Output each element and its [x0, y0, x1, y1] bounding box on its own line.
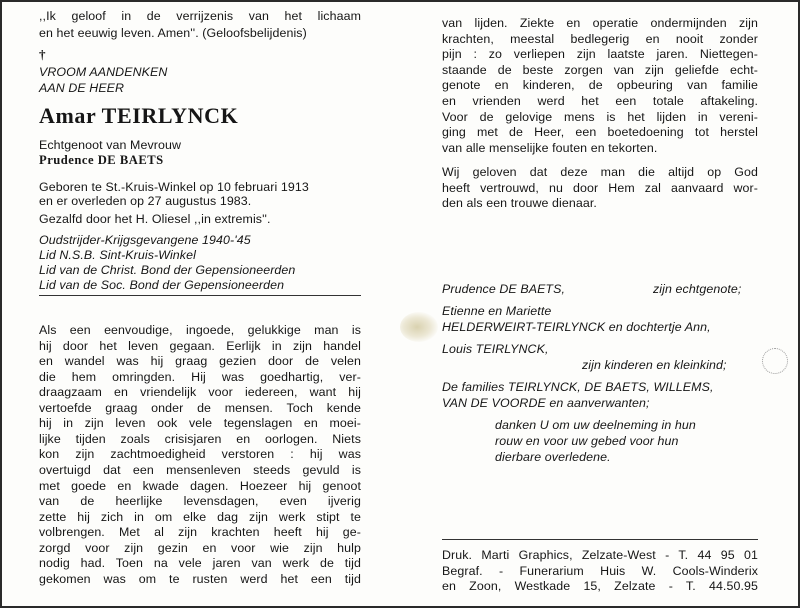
family-spouse-role: zijn echtgenote; [653, 282, 742, 296]
families-line-2: VAN DE VOORDE en aanverwanten; [442, 396, 650, 410]
text-line: en vrienden werd het een totale aftakeling. [442, 94, 758, 108]
text-line: zorgd voor zijn gezin en voor wie zijn hulp [39, 540, 361, 555]
text-line: die hem omringden. Hij was goedhartig, ver- [39, 369, 361, 384]
deceased-name: Amar TEIRLYNCK [39, 103, 239, 128]
text-line: heeft vertrouwd, nu door Hem zal aanvaard wor- [442, 180, 758, 195]
family-children-role: zijn kinderen en kleinkind; [582, 358, 727, 372]
text-line: ging met de Heer, een boetedoening tot herstel [442, 125, 758, 140]
text-line: van alle menselijke fouten en tekorten. [442, 140, 658, 155]
text-line: van lijden. Ziekte en operatie ondermijnden zijn [442, 16, 758, 30]
printer-line: Druk. Marti Graphics, Zelzate-West - T. 44 95 01 [442, 548, 758, 562]
family-child-1-line-2: HELDERWEIRT-TEIRLYNCK en dochtertje Ann, [442, 320, 711, 334]
text-line: Voor de gelovige mens is het lijden in vereni- [442, 109, 758, 124]
creed-quote-line-1: ,,Ik geloof in de verrijzenis van het lichaam [39, 9, 361, 23]
text-line: overtuigd dat een mensenleven steeds gevuld is [39, 462, 361, 477]
role-line: Lid van de Christ. Bond der Gepensioneerden [39, 263, 296, 277]
family-child-1-line-1: Etienne en Mariette [442, 304, 552, 318]
role-line: Oudstrijder-Krijgsgevangene 1940-'45 [39, 233, 251, 247]
text-line: en wandel was hij graag gezien door de velen [39, 354, 361, 369]
thanks-line: dierbare overledene. [495, 450, 611, 464]
spouse-name: Prudence DE BAETS [39, 153, 164, 167]
memory-line-1: VROOM AANDENKEN [39, 65, 168, 79]
text-line: hij door het leven gegaan. Eerlijk in zijn handel [39, 338, 361, 353]
thanks-line: danken U om uw deelneming in hun [495, 418, 696, 432]
anointed-line: Gezalfd door het H. Oliesel ,,in extremis''. [39, 212, 271, 226]
text-line: den als een trouwe dienaar. [442, 196, 597, 210]
creed-quote-line-2: en het eeuwig leven. Amen''. (Geloofsbelijdenis) [39, 26, 307, 40]
text-line: draagzaam en vriendelijk voor iedereen, want hij [39, 385, 361, 400]
right-divider [442, 539, 758, 540]
text-line: nodig had. Toen na vele jaren van werk de tijd [39, 556, 361, 571]
families-line-1: De families TEIRLYNCK, DE BAETS, WILLEMS, [442, 380, 714, 394]
funeral-line: en Zoon, Westkade 15, Zelzate - T. 44.50.95 [442, 579, 758, 593]
born-line-2: en er overleden op 27 augustus 1983. [39, 194, 252, 208]
role-line: Lid van de Soc. Bond der Gepensioneerden [39, 278, 285, 292]
text-line: gekomen was om te rusten werd het een tijd [39, 571, 361, 586]
born-line-1: Geboren te St.-Kruis-Winkel op 10 februari 1913 [39, 180, 309, 194]
text-line: pijn : zo verliepen zijn laatste jaren. Niettegen- [442, 47, 758, 62]
text-line: Wij geloven dat deze man die altijd op God [442, 165, 758, 179]
memory-line-2: AAN DE HEER [39, 81, 125, 95]
thanks-line: rouw en voor uw gebed voor hun [495, 434, 679, 448]
paper-stain [400, 312, 438, 342]
text-line: kon zijn zachtmoedigheid verstoren : hij was [39, 447, 361, 462]
text-line: genote en kinderen, de opbeuring van familie [442, 78, 758, 93]
text-line: staande de beste zorgen van zijn geliefde echt- [442, 62, 758, 77]
family-spouse-name: Prudence DE BAETS, [442, 282, 566, 296]
text-line: vertoefde graag onder de mensen. Toch kende [39, 400, 361, 415]
role-line: Lid N.S.B. Sint-Kruis-Winkel [39, 248, 196, 262]
text-line: krachten, meestal bedlegerig en nooit zonder [442, 31, 758, 46]
cross-icon: † [39, 47, 46, 62]
paper-mark [762, 348, 788, 374]
left-divider [39, 295, 361, 296]
family-child-2-name: Louis TEIRLYNCK, [442, 342, 549, 356]
text-line: Als een eenvoudige, ingoede, gelukkige man is [39, 323, 361, 337]
funeral-line: Begraf. - Funerarium Huis W. Cools-Winderix [442, 564, 758, 578]
text-line: lijke tijden zoals crisisjaren en oorlogen. Niets [39, 431, 361, 446]
text-line: hij in zijn leven ook vele tegenslagen en moei- [39, 416, 361, 431]
text-line: zette hij zich in om elke dag zijn werk stipt te [39, 509, 361, 524]
text-line: met goede en kwade dagen. Hoezeer hij genoot [39, 478, 361, 493]
text-line: van de heerlijke levensdagen, even ijverig [39, 494, 361, 509]
text-line: volbrengen. Met al zijn krachten heeft hij ge- [39, 525, 361, 540]
spouse-label: Echtgenoot van Mevrouw [39, 138, 182, 152]
